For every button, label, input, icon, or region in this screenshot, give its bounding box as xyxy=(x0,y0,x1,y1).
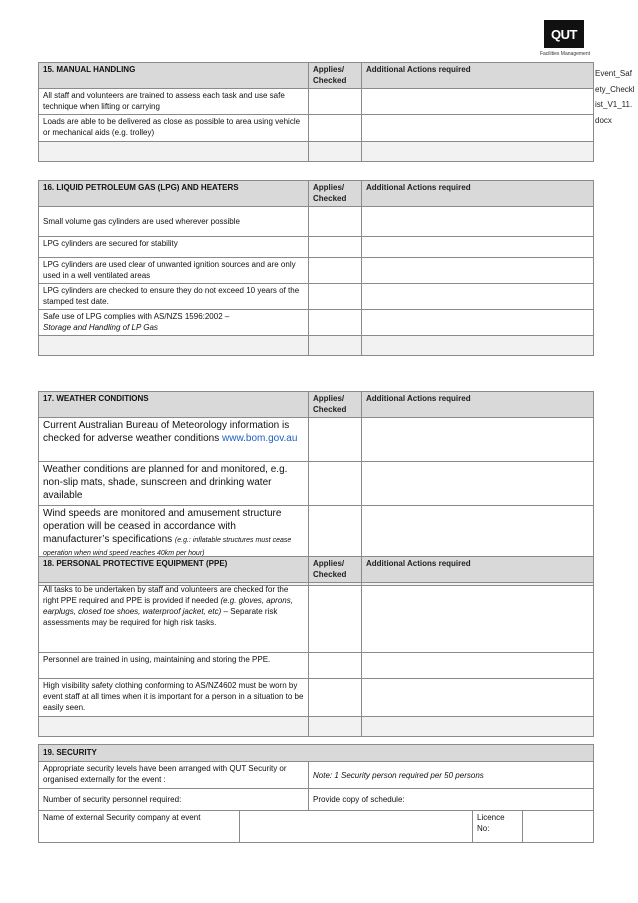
applies-cell[interactable] xyxy=(309,237,362,258)
item-text: LPG cylinders are secured for stability xyxy=(39,237,309,258)
table-row xyxy=(39,811,594,843)
blank-row xyxy=(39,142,594,162)
actions-cell[interactable] xyxy=(362,583,594,653)
item-text: Small volume gas cylinders are used wherever possible xyxy=(39,207,309,237)
applies-cell[interactable] xyxy=(309,89,362,115)
section-19-title: 19. SECURITY xyxy=(39,745,594,762)
table-row xyxy=(39,679,594,717)
security-number-label: Number of security personnel required: xyxy=(39,789,309,811)
actions-cell[interactable] xyxy=(362,207,594,237)
item-text: High visibility safety clothing conforming to AS/NZ4602 must be worn by event staff at all times when it is important for a person in a situation to be easily seen. xyxy=(39,679,309,717)
table-row xyxy=(39,237,594,258)
col-applies: Applies/ Checked xyxy=(309,181,362,207)
item-text: Weather conditions are planned for and monitored, e.g. non-slip mats, shade, sunscreen and drinking water available xyxy=(39,462,309,506)
applies-cell[interactable] xyxy=(309,115,362,142)
col-applies: Applies/ Checked xyxy=(309,63,362,89)
applies-cell[interactable] xyxy=(309,418,362,462)
ppe-examples: (e.g. gloves, aprons, earplugs, closed toe shoes, waterproof jacket, etc) xyxy=(43,596,293,616)
wind-example: (e.g.: inflatable structures must cease operation when wind speed reaches 40km per hour) xyxy=(43,537,292,557)
section-17-title: 17. WEATHER CONDITIONS xyxy=(39,392,309,418)
applies-cell[interactable] xyxy=(309,653,362,679)
col-actions: Additional Actions required xyxy=(362,557,594,583)
section-16-title: 16. LIQUID PETROLEUM GAS (LPG) AND HEATERS xyxy=(39,181,309,207)
security-company-field[interactable] xyxy=(240,811,473,843)
logo-subtitle: Facilities Management xyxy=(539,51,590,57)
actions-cell[interactable] xyxy=(362,462,594,506)
section-15-table xyxy=(38,62,594,162)
item-text: Loads are able to be delivered as close as possible to area using vehicle or mechanical aids (e.g. trolley) xyxy=(39,115,309,142)
applies-cell[interactable] xyxy=(309,310,362,336)
security-arranged-text: Appropriate security levels have been arranged with QUT Security or organised externally for the event : xyxy=(39,762,309,789)
ppe-text: All tasks to be undertaken by staff and volunteers are checked for the right PPE required and PPE is provided if needed xyxy=(43,585,289,605)
side-filename: Event_Safety_Checklist_V1_11.docx xyxy=(595,69,635,125)
col-actions: Additional Actions required xyxy=(362,63,594,89)
actions-cell[interactable] xyxy=(362,115,594,142)
item-text: All staff and volunteers are trained to assess each task and use safe technique when lifting or carrying xyxy=(39,89,309,115)
actions-cell[interactable] xyxy=(362,284,594,310)
item-text: Personnel are trained in using, maintaining and storing the PPE. xyxy=(39,653,309,679)
section-16-table xyxy=(38,180,594,356)
actions-cell[interactable] xyxy=(362,418,594,462)
applies-cell[interactable] xyxy=(309,679,362,717)
actions-cell[interactable] xyxy=(362,310,594,336)
applies-cell[interactable] xyxy=(309,284,362,310)
actions-cell[interactable] xyxy=(362,653,594,679)
col-actions: Additional Actions required xyxy=(362,181,594,207)
table-row xyxy=(39,258,594,284)
item-text: LPG cylinders are used clear of unwanted ignition sources and are only used in a well ventilated areas xyxy=(39,258,309,284)
ppe-text-end: – Separate risk assessments may be required for high risk tasks. xyxy=(43,607,278,627)
col-applies: Applies/ Checked xyxy=(309,557,362,583)
table-row xyxy=(39,762,594,789)
applies-cell[interactable] xyxy=(309,583,362,653)
section-18-title: 18. PERSONAL PROTECTIVE EQUIPMENT (PPE) xyxy=(39,557,309,583)
applies-cell[interactable] xyxy=(309,207,362,237)
actions-cell[interactable] xyxy=(362,237,594,258)
actions-cell[interactable] xyxy=(362,89,594,115)
table-row xyxy=(39,583,594,653)
bom-link[interactable]: www.bom.gov.au xyxy=(222,433,298,444)
schedule-label: Provide copy of schedule: xyxy=(309,789,594,811)
actions-cell[interactable] xyxy=(362,258,594,284)
table-row xyxy=(39,207,594,237)
bom-text: Current Australian Bureau of Meteorology information is checked for adverse weather conditions xyxy=(43,420,290,444)
table-row xyxy=(39,310,594,336)
col-actions: Additional Actions required xyxy=(362,392,594,418)
security-note: Note: 1 Security person required per 50 persons xyxy=(309,762,594,789)
qut-logo xyxy=(504,20,590,60)
section-15-title: 15. MANUAL HANDLING xyxy=(39,63,309,89)
table-row xyxy=(39,89,594,115)
table-row xyxy=(39,418,594,462)
item-text xyxy=(39,583,309,653)
qut-logo-mark: QUT xyxy=(544,20,584,48)
actions-cell[interactable] xyxy=(362,679,594,717)
lpg-standard-title: Storage and Handling of LP Gas xyxy=(43,323,158,332)
section-18-table xyxy=(38,556,594,737)
wind-text: Wind speeds are monitored and amusement structure operation will be ceased in accordance with manufacturer’s specifications xyxy=(43,508,282,545)
blank-row xyxy=(39,717,594,737)
licence-label: Licence No: xyxy=(473,811,523,843)
applies-cell[interactable] xyxy=(309,258,362,284)
licence-field[interactable] xyxy=(523,811,594,843)
applies-cell[interactable] xyxy=(309,462,362,506)
security-company-label: Name of external Security company at event xyxy=(39,811,240,843)
item-text: LPG cylinders are checked to ensure they do not exceed 10 years of the stamped test date. xyxy=(39,284,309,310)
item-text xyxy=(39,310,309,336)
col-applies: Applies/ Checked xyxy=(309,392,362,418)
table-row xyxy=(39,284,594,310)
table-row xyxy=(39,653,594,679)
blank-row xyxy=(39,336,594,356)
lpg-standard-text: Safe use of LPG complies with AS/NZS 1596:2002 – xyxy=(43,312,230,321)
table-row xyxy=(39,789,594,811)
table-row xyxy=(39,115,594,142)
section-19-table xyxy=(38,744,594,843)
item-text xyxy=(39,418,309,462)
table-row xyxy=(39,462,594,506)
